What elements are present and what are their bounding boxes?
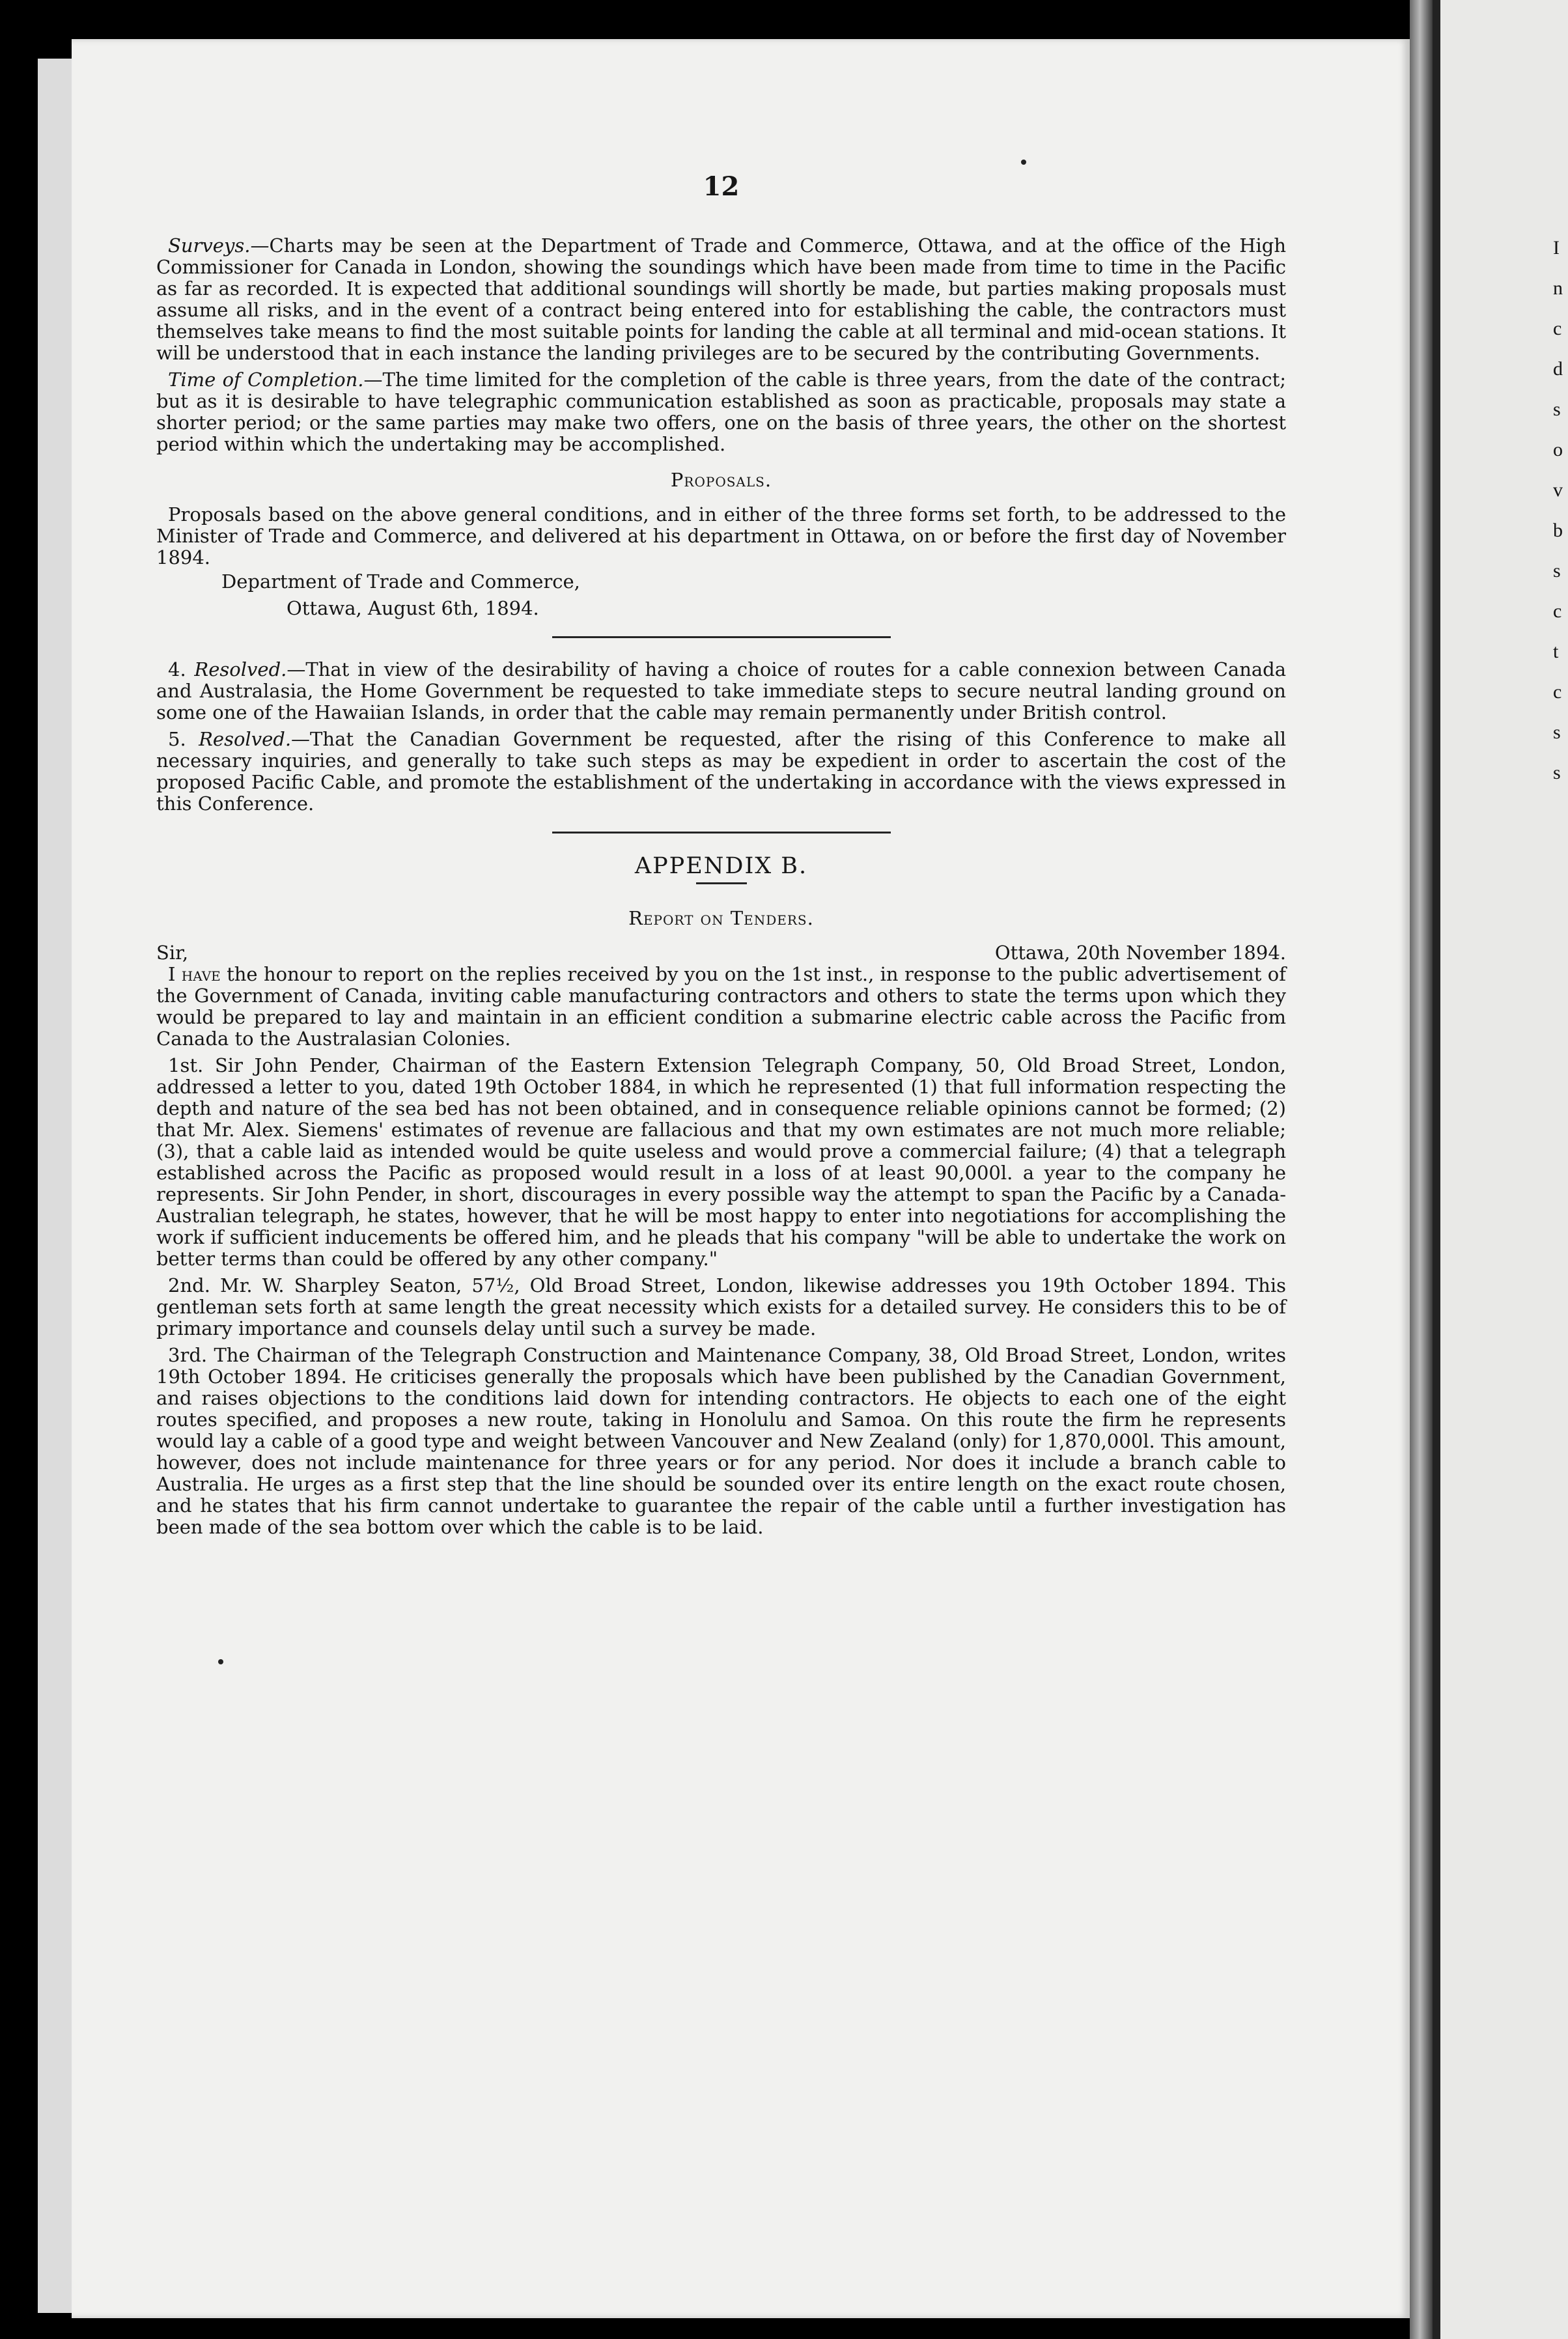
- adjacent-page-letter: s: [1553, 399, 1561, 420]
- time-completion-text: —The time limited for the completion of the cable is three years, from the date of the contract; but as it is desirable to have telegraphic communication established as soon as practicable, proposals may state a shorter period; or the same parties may make two offers, one on the basis of three years, the other on the shortest period within which the undertaking may be accomplished.: [156, 369, 1287, 455]
- reply-first: 1st. Sir John Pender, Chairman of the Eastern Extension Telegraph Company, 50, Old Broad Street, London, addressed a letter to you, dated 19th October 1884, in which he represented (1) that full information respecting the depth and nature of the sea bed has not been obtained, and in consequence reliable opinions cannot be formed; (2) that Mr. Alex. Siemens' estimates of revenue are fallacious and that my own estimates are not much more reliable; (3), that a cable laid as intended would be quite useless and would prove a commercial failure; (4) that a telegraph established across the Pacific as proposed would result in a loss of at least 90,000l. a year to the company he represents. Sir John Pender, in short, discourages in every possible way the attempt to span the Pacific by a Canada-Australian telegraph, he states, however, that he will be most happy to enter into negotiations for accomplishing the work if sufficient inducements be offered him, and he pleads that his company "will be able to undertake the work on better terms than could be offered by any other company.": [156, 1054, 1286, 1270]
- resolution-4-number: 4.: [168, 658, 186, 680]
- reply-third: 3rd. The Chairman of the Telegraph Construction and Maintenance Company, 38, Old Broad Street, London, writes 19th October 1894. He criticises generally the proposals which have been published by the Canadian Government, and raises objections to the conditions laid down for intending contractors. He objects to each one of the eight routes specified, and proposes a new route, taking in Honolulu and Samoa. On this route the firm he represents would lay a cable of a good type and weight between Vancouver and New Zealand (only) for 1,870,000l. This amount, however, does not include maintenance for three years or for any period. Nor does it include a branch cable to Australia. He urges as a first step that the line should be sounded over its entire length on the exact route chosen, and he states that his firm cannot undertake to guarantee the repair of the cable until a further investigation has been made of the sea bottom over which the cable is to be laid.: [156, 1344, 1286, 1538]
- resolution-4-label: Resolved.: [194, 658, 287, 680]
- paper-speck: [218, 1659, 223, 1664]
- surveys-paragraph: [156, 235, 1286, 364]
- section-divider-1: [552, 636, 891, 638]
- adjacent-page-letter: I: [1553, 237, 1560, 259]
- adjacent-page-letter: c: [1553, 681, 1562, 703]
- reply-second: 2nd. Mr. W. Sharpley Seaton, 57½, Old Broad Street, London, likewise addresses you 19th October 1894. This gentleman sets forth at same length the great necessity which exists for a detailed survey. He considers this to be of primary importance and counsels delay until such a survey be made.: [156, 1274, 1286, 1339]
- proposals-heading: Proposals.: [670, 469, 772, 491]
- adjacent-page-letter: t: [1553, 641, 1559, 662]
- appendix-underline: [696, 882, 747, 884]
- adjacent-page-letter: n: [1553, 277, 1563, 299]
- resolution-5-text: —That the Canadian Government be requested, after the rising of this Conference to make all necessary inquiries, and generally to take such steps as may be expedient in order to ascertain the cost of the proposed Pacific Cable, and promote the establishment of the undertaking in accordance with the views expressed in this Conference.: [156, 728, 1287, 815]
- resolution-5: [156, 729, 1286, 815]
- book-spine: [1410, 0, 1433, 2339]
- proposals-paragraph: Proposals based on the above general conditions, and in either of the three forms set forth, to be addressed to the Minister of Trade and Commerce, and delivered at his department in Ottawa, on or before the first day of November 1894.: [156, 503, 1286, 568]
- resolution-4-text: —That in view of the desirability of having a choice of routes for a cable connexion between Canada and Australasia, the Home Government be requested to take immediate steps to secure neutral landing ground on some one of the Hawaiian Islands, in order that the cable may remain permanently under British control.: [156, 658, 1287, 723]
- adjacent-page-letter: c: [1553, 318, 1562, 339]
- adjacent-page-letter-column: [1553, 228, 1568, 793]
- adjacent-page-letter: d: [1553, 358, 1563, 380]
- introduction-lead: I have: [168, 963, 221, 985]
- resolution-5-label: Resolved.: [199, 728, 292, 750]
- adjacent-page: [1433, 0, 1568, 2339]
- surveys-heading: Surveys.: [168, 234, 251, 257]
- resolution-4: [156, 659, 1286, 723]
- report-heading: Report on Tenders.: [628, 907, 814, 929]
- adjacent-page-letter: s: [1553, 762, 1561, 783]
- time-completion-heading: Time of Completion.: [168, 369, 364, 391]
- appendix-title: APPENDIX B.: [634, 853, 808, 879]
- resolution-5-number: 5.: [168, 728, 186, 750]
- introduction-text: the honour to report on the replies received by you on the 1st inst., in response to the public advertisement of the Government of Canada, inviting cable manufacturing contractors and others to state the terms upon which they would be prepared to lay and maintain in an efficient condition a submarine electric cable across the Pacific from Canada to the Australasian Colonies.: [156, 963, 1286, 1050]
- department-line: Department of Trade and Commerce,: [221, 570, 580, 593]
- adjacent-page-letter: s: [1553, 560, 1561, 581]
- adjacent-page-letter: o: [1553, 439, 1563, 460]
- section-divider-2: [552, 832, 891, 833]
- surveys-text: —Charts may be seen at the Department of Trade and Commerce, Ottawa, and at the office of the High Commissioner for Canada in London, showing the soundings which have been made from time to time in the Pacific as far as recorded. It is expected that additional soundings will shortly be made, but parties making proposals must assume all risks, and in the event of a contract being entered into for establishing the cable, the contractors must themselves take means to find the most suitable points for landing the cable at all terminal and mid-ocean stations. It will be understood that in each instance the landing privileges are to be secured by the contributing Governments.: [156, 234, 1286, 364]
- page-number: 12: [703, 171, 740, 202]
- adjacent-page-letter: b: [1553, 520, 1563, 541]
- adjacent-page-letter: c: [1553, 600, 1562, 622]
- adjacent-page-letter: s: [1553, 721, 1561, 743]
- adjacent-page-letter: v: [1553, 479, 1563, 501]
- department-date: Ottawa, August 6th, 1894.: [287, 597, 539, 619]
- letter-header: [156, 942, 1286, 964]
- salutation: Sir,: [156, 942, 189, 964]
- report-introduction: [156, 964, 1286, 1050]
- document-content: [156, 171, 1287, 1543]
- report-date: Ottawa, 20th November 1894.: [994, 942, 1286, 964]
- paper-speck: [1021, 160, 1026, 165]
- time-completion-paragraph: [156, 369, 1286, 455]
